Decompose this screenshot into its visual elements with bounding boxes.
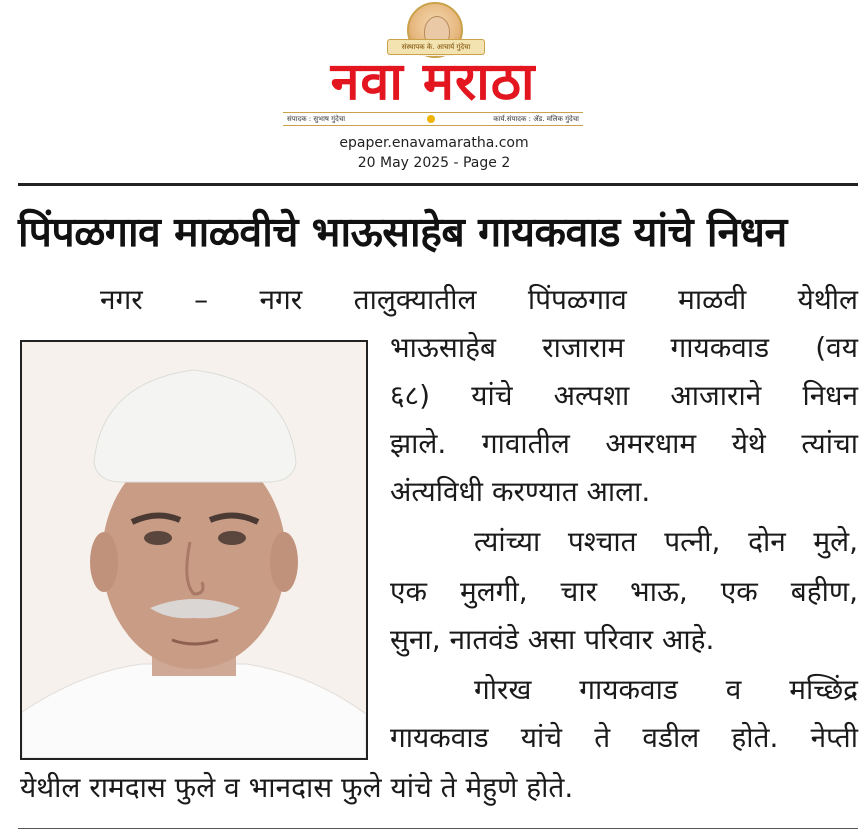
article-line: ६८) यांचे अल्पशा आजाराने निधन xyxy=(390,379,858,412)
article-line: एक मुलगी, चार भाऊ, एक बहीण, xyxy=(390,575,858,608)
article-line: सुना, नातवंडे असा परिवार आहे. xyxy=(390,623,715,656)
article-line: त्यांच्या पश्चात पत्नी, दोन मुले, xyxy=(474,525,858,558)
article-line: गोरख गायकवाड व मच्छिंद्र xyxy=(474,673,858,706)
page-date: 20 May 2025 - Page 2 xyxy=(357,155,511,171)
editor-credit: संपादक : सुभाष गुंदेचा xyxy=(287,115,346,123)
executive-editor-credit: कार्य.संपादक : ॲड. मलिक गुंदेचा xyxy=(493,115,579,123)
article-line: नगर – नगर तालुक्यातील पिंपळगाव माळवी येथील xyxy=(100,283,858,316)
article-line: गायकवाड यांचे ते वडील होते. नेप्ती xyxy=(390,721,858,754)
site-url[interactable]: epaper.enavamaratha.com xyxy=(339,135,529,151)
article-line: अंत्यविधी करण्यात आला. xyxy=(390,475,651,508)
paper-name-logo: नवा मराठा xyxy=(330,52,536,112)
article-headline: पिंपळगाव माळवीचे भाऊसाहेब गायकवाड यांचे निधन xyxy=(18,208,787,256)
article-line: भाऊसाहेब राजाराम गायकवाड (वय xyxy=(390,331,858,364)
bottom-rule xyxy=(18,828,858,829)
article-line: येथील रामदास फुले व भानदास फुले यांचे ते मेहुणे होते. xyxy=(20,771,574,804)
founder-caption: संस्थापक के. आचार्य गुंदेचा xyxy=(387,39,485,55)
article-line: झाले. गावातील अमरधाम येथे त्यांचा xyxy=(390,427,858,460)
